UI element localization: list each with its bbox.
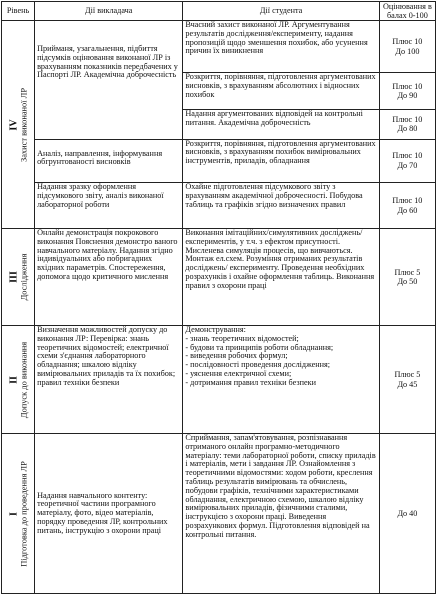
score-max: До 80 xyxy=(397,124,418,134)
table-row xyxy=(2,229,436,326)
score-plus: Плюс 10 xyxy=(392,196,423,206)
student-cell: Вчасний захист виконаної ЛР. Аргументування результатів дослідження/експерименту, надання пропозицій щодо зменшення похибок, або усунення причин їх виникнення xyxy=(183,21,379,73)
score-max: До 40 xyxy=(397,508,418,518)
score-max: До 90 xyxy=(397,91,418,101)
level-cell-iii xyxy=(2,229,35,326)
header-teacher: Дії викладача xyxy=(35,2,183,21)
score-cell xyxy=(379,21,435,73)
score-max: До 50 xyxy=(397,277,418,286)
teacher-cell: Визначення можливостей допуску до виконання ЛР: Перевірка: знань теоретичних відомостей; електричної схеми з'єднання лабораторного обладнання; шкалою відліку вимірювальних приладів та їх похибок; правил техніки безпеки xyxy=(35,326,183,434)
header-student: Дії студента xyxy=(183,2,379,21)
score-cell xyxy=(379,326,435,434)
score-cell xyxy=(379,183,435,229)
score-cell xyxy=(379,434,435,594)
table-row xyxy=(2,139,436,183)
score-cell xyxy=(379,229,435,326)
table-row xyxy=(2,326,436,434)
level-name: Захист виконаної ЛР xyxy=(18,87,28,162)
score-max: До 100 xyxy=(395,46,420,56)
score-cell xyxy=(379,73,435,110)
score-cell xyxy=(379,110,435,139)
teacher-cell: Аналіз, направлення, інформування обгрунтованості висновків xyxy=(35,139,183,183)
level-roman: I xyxy=(8,511,19,516)
header-level: Рівень xyxy=(2,2,35,21)
teacher-cell: Надання зразку оформлення підсумкового звіту, аналіз виконаної лабораторної роботи xyxy=(35,183,183,229)
student-cell: Сприймання, запам'ятовування, розпізнавання отриманого онлайн програмно-методичного матеріалу: теми лабораторної роботи, списку приладів і матеріалів, мети і завдання ЛР. Ознайомлення з теоретичними відомостями: ходом роботи, креслення таблиць результатів вимірювань та обчислень, побудови графіків, технічними характеристиками обладнання, електричною схемою, шкалою відліку вимірювальних приладів, фізичними сталими, інструкцією з охорони праці. Виведення розрахункових формул. Підготовлення відповідей на контрольні питання. xyxy=(183,434,379,594)
score-plus: Плюс 10 xyxy=(392,114,423,124)
student-cell: Демонстрування: - знань теоретичних відомостей; - будови та принципів роботи обладнання; - виведення робочих формул; - послідовності проведення дослідження; - уяснення електричної схеми; - дотримання правил техніки безпеки xyxy=(183,326,379,434)
level-cell-iv xyxy=(2,21,35,229)
table-row xyxy=(2,183,436,229)
score-cell xyxy=(379,139,435,183)
score-max: До 60 xyxy=(397,205,418,215)
student-cell: Виконання імітаційних/симулятивних досліджень/ експериментів, у т.ч. з ефектом присутності. Мисленева симуляція процесів, що вивчаються. Монтаж ел.схем. Розуміння отриманих результатів досліджень/ експерименту. Проведення необхідних розрахунків і охайне оформлення таблиць. Виконання правил з охорони праці xyxy=(183,229,379,326)
level-cell-i xyxy=(2,434,35,594)
level-name: Дослідження xyxy=(18,253,28,301)
assessment-table xyxy=(1,1,436,594)
score-plus: Плюс 10 xyxy=(392,151,423,161)
student-cell: Розкриття, порівняння, підготовлення аргументованих висновків, з врахуванням похибок вимірювальних інструментів, приладів, обладнання xyxy=(183,139,379,183)
table-header-row xyxy=(2,2,436,21)
score-max: До 70 xyxy=(397,160,418,170)
student-cell: Надання аргументованих відповідей на контрольні питання. Академічна доброчесність xyxy=(183,110,379,139)
level-name: Підготовка до проведення ЛР xyxy=(18,460,28,567)
header-score: Оцінювання в балах 0-100 xyxy=(379,2,435,21)
score-plus: Плюс 10 xyxy=(392,37,423,46)
score-plus: Плюс 5 xyxy=(394,370,421,379)
teacher-cell: Онлайн демонстрація покрокового виконання Пояснення демонстро ваного навчального матеріалу. Надання згідно індивідуальних або побригадних вхідних параметрів. Спостереження, допомога щодо критичного мислення xyxy=(35,229,183,326)
score-plus: Плюс 5 xyxy=(394,267,421,277)
score-max: До 45 xyxy=(397,379,418,389)
score-plus: Плюс 10 xyxy=(392,81,423,91)
student-cell: Охайне підготовлення підсумкового звіту з врахуванням академічної доброчесності. Побудова таблиць та графіків згідно визначених правил xyxy=(183,183,379,229)
level-roman: III xyxy=(8,271,19,283)
level-name: Допуск до виконання xyxy=(18,341,28,418)
table-row xyxy=(2,434,436,594)
student-cell: Розкриття, порівняння, підготовлення аргументованих висновків, з врахуванням абсолютних і відносних похибок xyxy=(183,73,379,110)
table-row xyxy=(2,21,436,73)
level-roman: IV xyxy=(8,118,19,131)
teacher-cell: Прийманя, узагальнення, підбиття підсумків оцінювання виконаної ЛР із врахуванням показників передбачених у Паспорті ЛР. Академічна доброчесність xyxy=(35,21,183,140)
level-cell-ii xyxy=(2,326,35,434)
teacher-cell: Надання навчального контенту: теоретичної частини програмного матеріалу, фото, відео матеріалів, порядку проведення ЛР, контрольних питань, інструкцію з охорони праці xyxy=(35,434,183,594)
level-roman: II xyxy=(8,375,19,384)
